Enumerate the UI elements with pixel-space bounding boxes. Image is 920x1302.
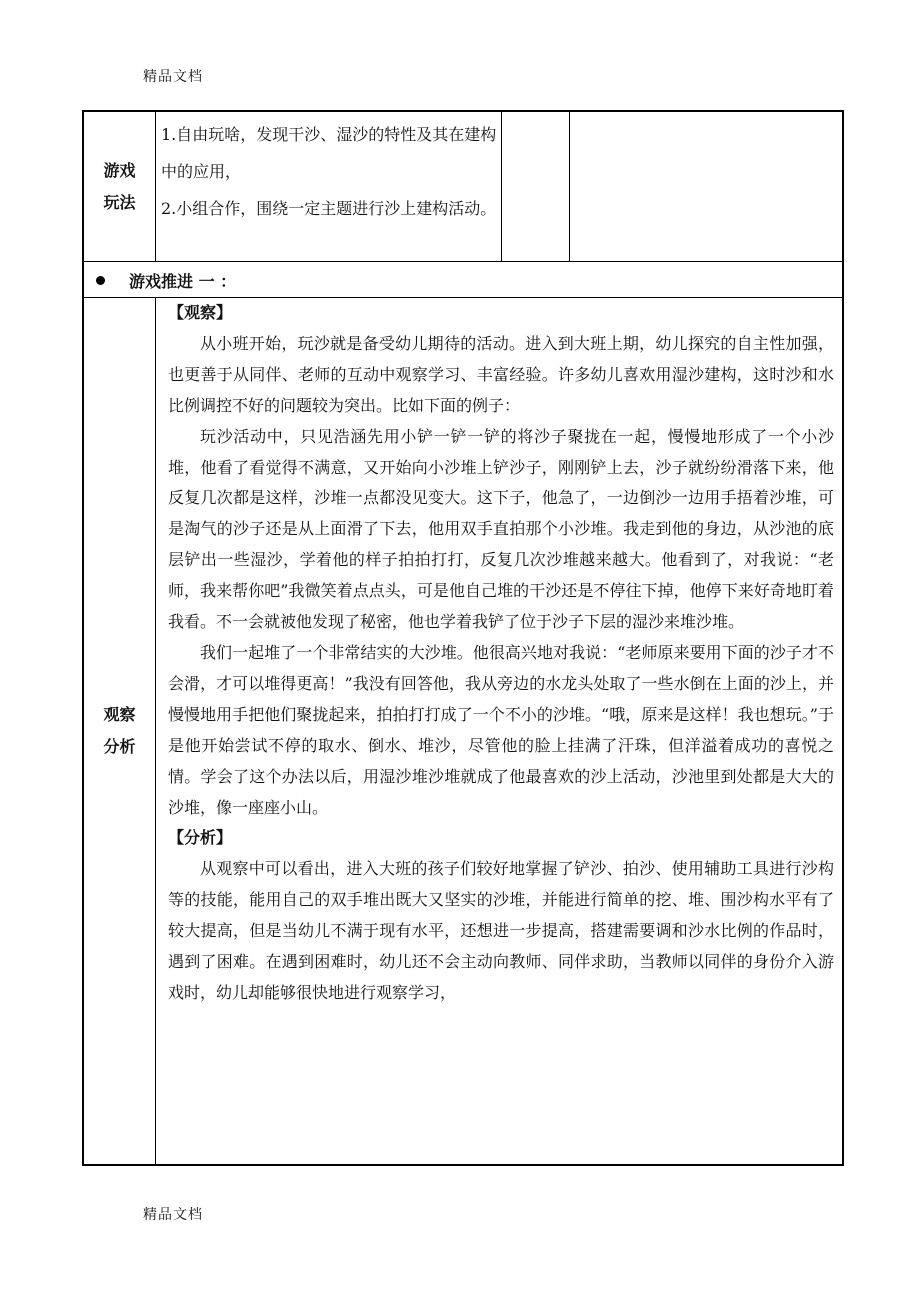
activity-table xyxy=(82,110,844,1166)
progress-row xyxy=(84,262,842,298)
play-row xyxy=(84,112,842,262)
observe-paragraph: 玩沙活动中，只见浩涵先用小铲一铲一铲的将沙子聚拢在一起，慢慢地形成了一个小沙堆，他看了看觉得不满意，又开始向小沙堆上铲沙子，刚刚铲上去，沙子就纷纷滑落下来，他反复几次都是这样，沙堆一点都没见变大。这下子，他急了，一边倒沙一边用手捂着沙堆，可是淘气的沙子还是从上面滑了下去，他用双手直拍那个小沙堆。我走到他的身边，从沙池的底层铲出一些湿沙，学着他的样子拍拍打打，反复几次沙堆越来越大。他看到了，对我说：“老师，我来帮你吧”我微笑着点点头，可是他自己堆的干沙还是不停往下掉，他停下来好奇地盯着我看。不一会就被他发现了秘密，他也学着我铲了位于沙子下层的湿沙来堆沙堆。 xyxy=(168,426,834,632)
play-item-1: 1.自由玩啥，发现干沙、湿沙的特性及其在建构中的应用， xyxy=(161,125,497,181)
analysis-heading: 【分析】 xyxy=(168,828,233,848)
play-empty-cell-2 xyxy=(570,112,842,261)
observe-label-line-2: 分析 xyxy=(103,737,136,756)
page-header: 精品文档 xyxy=(143,69,203,85)
observe-label-line-1: 观察 xyxy=(103,705,136,724)
observe-heading: 【观察】 xyxy=(168,303,233,322)
observe-paragraph: 我们一起堆了一个非常结实的大沙堆。他很高兴地对我说：“老师原来要用下面的沙子才不会滑，才可以堆得更高！”我没有回答他，我从旁边的水龙头处取了一些水倒在上面的沙上，并慢慢地用手把他们聚拢起来，拍拍打打成了一个不小的沙堆。“哦，原来是这样！我也想玩。”于是他开始尝试不停的取水、倒水、堆沙，尽管他的脸上挂满了汗珠，但洋溢着成功的喜悦之情。学会了这个办法以后，用湿沙堆沙堆就成了他最喜欢的沙上活动，沙池里到处都是大大的沙堆，像一座座小山。 xyxy=(168,642,834,817)
observe-content xyxy=(156,298,842,1164)
observe-label xyxy=(84,298,156,1164)
play-label-line-1: 游戏 xyxy=(103,160,136,180)
analysis-paragraph: 从观察中可以看出，进入大班的孩子们较好地掌握了铲沙、拍沙、使用辅助工具进行沙构等的技能，能用自己的双手堆出既大又坚实的沙堆，并能进行简单的挖、堆、围沙构水平有了较大提高，但是当幼儿不满于现有水平，还想进一步提高，搭建需要调和沙水比例的作品时，遇到了困难。在遇到困难时，幼儿还不会主动向教师、同伴求助，当教师以同伴的身份介入游戏时，幼儿却能够很快地进行观察学习， xyxy=(168,859,834,1002)
observe-paragraph: 从小班开始，玩沙就是备受幼儿期待的活动。进入到大班上期，幼儿探究的自主性加强，也更善于从同伴、老师的互动中观察学习、丰富经验。许多幼儿喜欢用湿沙建构，这时沙和水比例调控不好的问题较为突出。比如下面的例子： xyxy=(168,333,834,415)
play-label xyxy=(84,112,156,261)
page-footer: 精品文档 xyxy=(143,1207,203,1223)
progress-text: 游戏推进 一 ： xyxy=(129,271,237,291)
play-label-line-2: 玩法 xyxy=(103,192,136,212)
play-item-2: 2.小组合作，围绕一定主题进行沙上建构活动。 xyxy=(161,199,497,218)
bullet-icon xyxy=(96,276,105,285)
progress-heading xyxy=(96,262,236,298)
play-description xyxy=(156,112,502,261)
play-empty-cell-1 xyxy=(502,112,570,261)
observe-row xyxy=(84,298,842,1164)
